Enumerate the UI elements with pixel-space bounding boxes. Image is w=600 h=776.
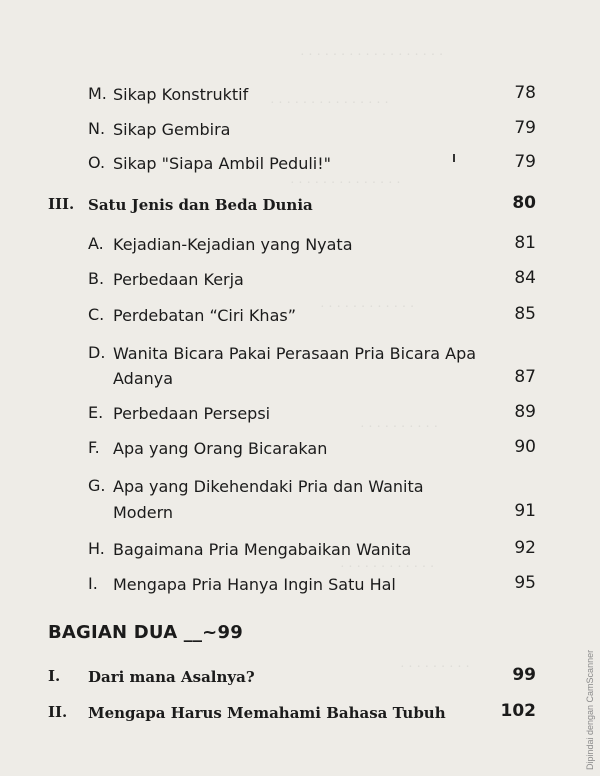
entry-letter: G.	[88, 476, 106, 495]
entry-title: Bagaimana Pria Mengabaikan Wanita	[113, 540, 412, 559]
entry-page: 85	[514, 304, 536, 324]
entry-title: Sikap "Siapa Ambil Peduli!"	[113, 154, 331, 173]
toc-entry-i	[0, 572, 600, 600]
entry-page: 90	[514, 437, 536, 457]
entry-title: Sikap Konstruktif	[113, 85, 249, 104]
entry-letter: D.	[88, 343, 106, 362]
toc-entry-o	[0, 151, 600, 179]
stray-mark	[453, 154, 455, 162]
toc-entry-n	[0, 117, 600, 145]
section-numeral: II.	[48, 703, 68, 721]
section-numeral: III.	[48, 195, 75, 213]
entry-title: Wanita Bicara Pakai Perasaan Pria Bicara Apa	[113, 344, 477, 363]
entry-letter: B.	[88, 269, 105, 288]
entry-page: 79	[514, 118, 536, 138]
scanner-watermark-text: Dipindai dengan CamScanner	[585, 649, 595, 770]
toc-entry-h	[0, 537, 600, 565]
entry-page: 89	[514, 402, 536, 422]
section-title: Mengapa Harus Memahami Bahasa Tubuh	[88, 704, 446, 722]
entry-title: Kejadian-Kejadian yang Nyata	[113, 235, 353, 254]
entry-letter: A.	[88, 234, 104, 253]
entry-letter: F.	[88, 438, 100, 457]
toc-entry-b	[0, 267, 600, 295]
entry-letter: E.	[88, 403, 104, 422]
entry-letter: N.	[88, 119, 106, 138]
toc-entry-c	[0, 303, 600, 331]
toc-entry-g	[0, 474, 600, 530]
entry-title: Perbedaan Persepsi	[113, 404, 271, 423]
toc-entry-f	[0, 436, 600, 464]
section-title: Dari mana Asalnya?	[88, 668, 255, 686]
entry-letter: C.	[88, 305, 105, 324]
entry-page: 87	[514, 367, 536, 387]
entry-page: 95	[514, 573, 536, 593]
entry-page: 78	[514, 83, 536, 103]
entry-letter: O.	[88, 153, 106, 172]
entry-title: Mengapa Pria Hanya Ingin Satu Hal	[113, 575, 396, 594]
entry-page: 79	[514, 152, 536, 172]
section-page: 99	[512, 665, 536, 685]
entry-page: 92	[514, 538, 536, 558]
entry-letter: H.	[88, 539, 105, 558]
section-title: Satu Jenis dan Beda Dunia	[88, 196, 313, 214]
toc-entry-m	[0, 82, 600, 110]
entry-letter: I.	[88, 574, 98, 593]
scanner-watermark	[584, 530, 598, 770]
entry-page: 84	[514, 268, 536, 288]
toc-entry-a	[0, 232, 600, 260]
entry-title: Sikap Gembira	[113, 120, 231, 139]
entry-title: Apa yang Dikehendaki Pria dan Wanita	[113, 477, 424, 496]
toc-section-iii	[0, 192, 600, 220]
section-numeral: I.	[48, 667, 61, 685]
section-page: 80	[512, 193, 536, 213]
entry-title-line2: Adanya	[113, 369, 174, 388]
toc-entry-d	[0, 341, 600, 397]
toc-entry-e	[0, 401, 600, 429]
part-heading: BAGIAN DUA __~99	[48, 622, 243, 643]
entry-title: Perbedaan Kerja	[113, 270, 244, 289]
bleed-through-text: · · · · · · · · · · · · · · · · · · · · · · · · · · · · · · · · · · · · · · · · · · · · · · · · · · · · · · · · · · · · · · · · · · · · · · · · · · · · · · · · · · · · · · · · · ·	[270, 48, 470, 675]
section-page: 102	[500, 701, 536, 721]
entry-title-line2: Modern	[113, 503, 174, 522]
entry-page: 91	[514, 501, 536, 521]
toc-section-part2-i	[0, 664, 600, 692]
entry-page: 81	[514, 233, 536, 253]
entry-title: Perdebatan “Ciri Khas”	[113, 306, 296, 325]
entry-title: Apa yang Orang Bicarakan	[113, 439, 328, 458]
entry-letter: M.	[88, 84, 107, 103]
toc-section-part2-ii	[0, 700, 600, 728]
